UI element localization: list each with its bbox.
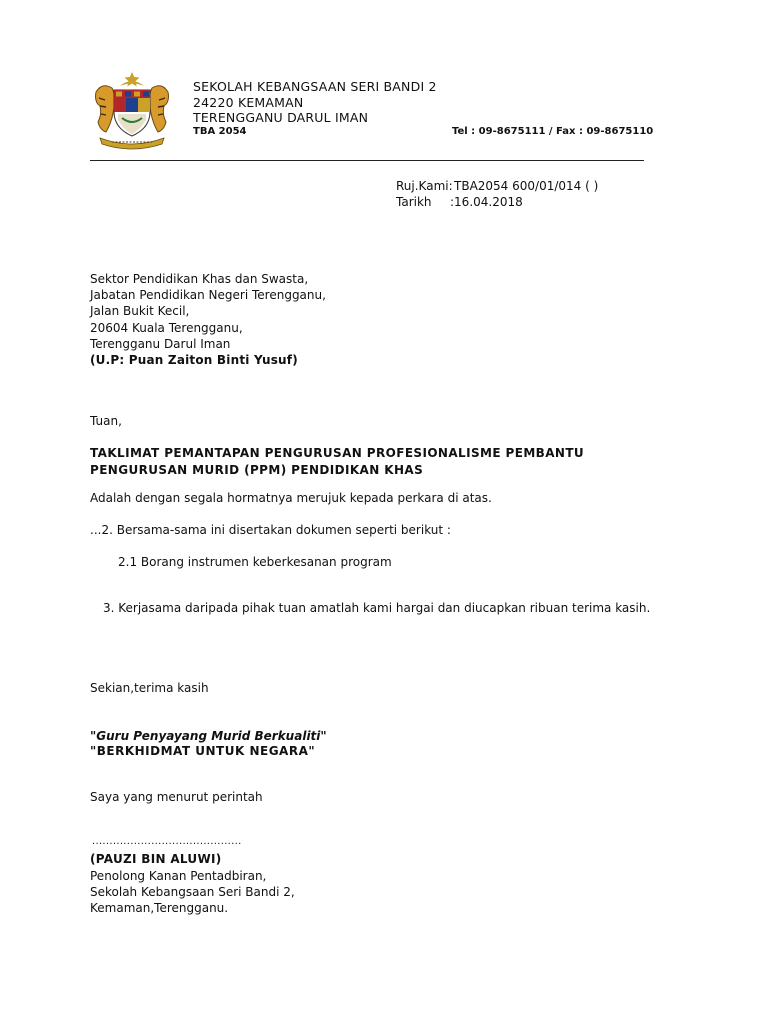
letter-subject: TAKLIMAT PEMANTAPAN PENGURUSAN PROFESIONALISME PEMBANTU PENGURUSAN MURID (PPM) PENDIDIKAN KHAS	[90, 446, 585, 477]
school-code: TBA 2054	[193, 126, 247, 137]
date-value: :16.04.2018	[450, 195, 523, 209]
school-state: TERENGGANU DARUL IMAN	[193, 110, 369, 125]
signatory-title-line: Penolong Kanan Pentadbiran,	[90, 869, 267, 883]
recipient-line: Sektor Pendidikan Khas dan Swasta,	[90, 272, 309, 286]
recipient-line: 20604 Kuala Terengganu,	[90, 320, 243, 335]
recipient-attention: (U.P: Puan Zaiton Binti Yusuf)	[90, 352, 298, 367]
signatory-title-line: Kemaman,Terengganu.	[90, 901, 229, 916]
salutation: Tuan,	[90, 414, 122, 428]
signature-line: ...........................................	[92, 836, 242, 847]
coat-of-arms-emblem	[90, 68, 174, 152]
signatory-title	[90, 868, 295, 917]
obedient-phrase: Saya yang menurut perintah	[90, 790, 263, 804]
recipient-line: Jabatan Pendidikan Negeri Terengganu,	[90, 288, 326, 303]
header-divider	[90, 160, 644, 161]
school-contact: Tel : 09-8675111 / Fax : 09-8675110	[452, 126, 654, 137]
list-item-2-1: 2.1 Borang instrumen keberkesanan program	[118, 555, 392, 569]
paragraph-3: 3. Kerjasama daripada pihak tuan amatlah kami hargai dan diucapkan ribuan terima kasih.	[103, 601, 651, 615]
signatory-title-line: Sekolah Kebangsaan Seri Bandi 2,	[90, 885, 295, 900]
recipient-line: Jalan Bukit Kecil,	[90, 304, 190, 319]
date-label: Tarikh	[396, 195, 432, 209]
school-postcode-city: 24220 KEMAMAN	[193, 95, 304, 110]
reference-label: Ruj.Kami:	[396, 179, 453, 193]
paragraph-2: ...2. Bersama-sama ini disertakan dokumen seperti berikut :	[90, 523, 451, 537]
recipient-line: Terengganu Darul Iman	[90, 336, 231, 351]
closing-remark: Sekian,terima kasih	[90, 681, 209, 695]
signatory-name: (PAUZI BIN ALUWI)	[90, 852, 222, 866]
motto-school: "Guru Penyayang Murid Berkualiti"	[90, 729, 327, 743]
motto-national: "BERKHIDMAT UNTUK NEGARA"	[90, 744, 316, 758]
reference-value: TBA2054 600/01/014 ( )	[454, 179, 599, 193]
paragraph-1: Adalah dengan segala hormatnya merujuk kepada perkara di atas.	[90, 491, 492, 505]
school-name: SEKOLAH KEBANGSAAN SERI BANDI 2	[193, 79, 437, 94]
recipient-address	[90, 271, 326, 368]
